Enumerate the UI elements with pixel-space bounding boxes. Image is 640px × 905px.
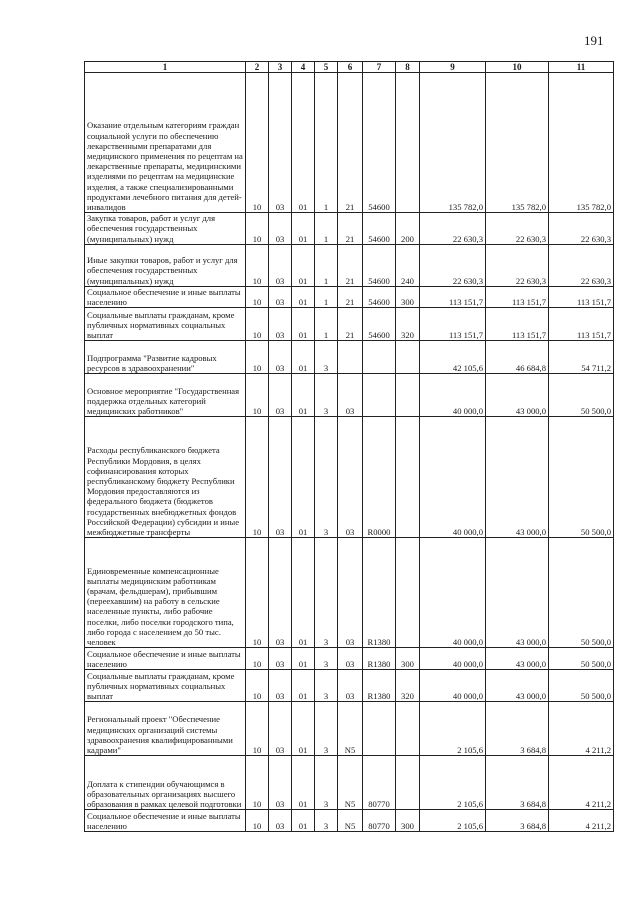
page-number: 191 (584, 33, 604, 48)
row-name: Расходы республиканского бюджета Республики Мордовия, в целях софинансирования которых республиканскому бюджету Республики Мордовия предоставляются из федерального бюджета (бюджетов государственных внебюджетных фондов Российской Федерации) субсидии и иные межбюджетные трансферты (85, 417, 246, 538)
cell-expense-type: 320 (396, 670, 420, 702)
cell-subprogram: 3 (315, 756, 338, 810)
cell-amount-3: 4 211,2 (549, 756, 614, 810)
cell-subsection: 03 (269, 213, 292, 245)
cell-program: 01 (292, 756, 315, 810)
cell-program: 01 (292, 702, 315, 756)
table-row (85, 341, 614, 374)
cell-expense-type: 300 (396, 286, 420, 307)
table-row (85, 756, 614, 810)
cell-activity: 03 (338, 538, 363, 648)
cell-subprogram: 3 (315, 417, 338, 538)
row-name: Единовременные компенсационные выплаты медицинским работникам (врачам, фельдшерам), прибывшим (переехавшим) на работу в сельские населенные пункты, либо рабочие поселки, либо поселки городского типа, либо города с населением до 50 тыс. человек (85, 538, 246, 648)
cell-amount-1: 42 105,6 (420, 341, 486, 374)
table-row (85, 244, 614, 286)
cell-direction: R1380 (363, 538, 396, 648)
table-row (85, 670, 614, 702)
cell-subprogram: 1 (315, 73, 338, 213)
row-name: Иные закупки товаров, работ и услуг для обеспечения государственных (муниципальных) нужд (85, 244, 246, 286)
cell-direction: 54600 (363, 73, 396, 213)
cell-amount-1: 22 630,3 (420, 213, 486, 245)
cell-expense-type (396, 756, 420, 810)
cell-subprogram: 3 (315, 374, 338, 417)
cell-expense-type (396, 374, 420, 417)
cell-activity: 21 (338, 286, 363, 307)
cell-section: 10 (246, 213, 269, 245)
row-name: Социальное обеспечение и иные выплаты населению (85, 648, 246, 670)
cell-activity (338, 341, 363, 374)
cell-direction: 54600 (363, 213, 396, 245)
cell-expense-type: 200 (396, 213, 420, 245)
cell-amount-3: 50 500,0 (549, 538, 614, 648)
cell-amount-2: 22 630,3 (486, 213, 549, 245)
cell-subprogram: 3 (315, 670, 338, 702)
column-header: 7 (363, 62, 396, 73)
cell-subsection: 03 (269, 648, 292, 670)
cell-expense-type: 240 (396, 244, 420, 286)
cell-program: 01 (292, 341, 315, 374)
cell-expense-type (396, 417, 420, 538)
table-row (85, 648, 614, 670)
cell-activity: 21 (338, 213, 363, 245)
cell-expense-type: 300 (396, 648, 420, 670)
table-row (85, 213, 614, 245)
cell-amount-3: 50 500,0 (549, 670, 614, 702)
cell-expense-type: 300 (396, 810, 420, 832)
table-row (85, 702, 614, 756)
column-header: 5 (315, 62, 338, 73)
cell-amount-3: 22 630,3 (549, 213, 614, 245)
row-name: Социальное обеспечение и иные выплаты населению (85, 286, 246, 307)
cell-subsection: 03 (269, 374, 292, 417)
cell-subprogram: 1 (315, 286, 338, 307)
cell-subprogram: 3 (315, 648, 338, 670)
cell-amount-2: 43 000,0 (486, 374, 549, 417)
cell-amount-3: 22 630,3 (549, 244, 614, 286)
cell-amount-2: 113 151,7 (486, 308, 549, 341)
cell-amount-3: 113 151,7 (549, 308, 614, 341)
cell-activity: N5 (338, 756, 363, 810)
cell-subprogram: 3 (315, 702, 338, 756)
table-row (85, 73, 614, 213)
cell-subprogram: 3 (315, 810, 338, 832)
row-name: Основное мероприятие "Государственная поддержка отдельных категорий медицинских работников" (85, 374, 246, 417)
cell-subprogram: 1 (315, 308, 338, 341)
cell-section: 10 (246, 670, 269, 702)
cell-amount-2: 43 000,0 (486, 538, 549, 648)
cell-section: 10 (246, 648, 269, 670)
cell-subsection: 03 (269, 244, 292, 286)
row-name: Доплата к стипендии обучающимся в образовательных организациях высшего образования в рамках целевой подготовки (85, 756, 246, 810)
cell-program: 01 (292, 648, 315, 670)
cell-section: 10 (246, 308, 269, 341)
table-row (85, 286, 614, 307)
cell-amount-3: 135 782,0 (549, 73, 614, 213)
cell-activity: 21 (338, 73, 363, 213)
cell-subprogram: 3 (315, 538, 338, 648)
cell-amount-1: 2 105,6 (420, 810, 486, 832)
cell-amount-3: 50 500,0 (549, 648, 614, 670)
row-name: Закупка товаров, работ и услуг для обеспечения государственных (муниципальных) нужд (85, 213, 246, 245)
cell-amount-1: 2 105,6 (420, 756, 486, 810)
cell-amount-3: 4 211,2 (549, 702, 614, 756)
column-header: 8 (396, 62, 420, 73)
row-name: Социальные выплаты гражданам, кроме публичных нормативных социальных выплат (85, 670, 246, 702)
cell-direction: R0000 (363, 417, 396, 538)
cell-direction: 54600 (363, 308, 396, 341)
cell-section: 10 (246, 417, 269, 538)
column-header: 2 (246, 62, 269, 73)
cell-activity: 21 (338, 308, 363, 341)
cell-section: 10 (246, 73, 269, 213)
cell-amount-1: 40 000,0 (420, 648, 486, 670)
table-row (85, 810, 614, 832)
cell-program: 01 (292, 810, 315, 832)
cell-amount-1: 113 151,7 (420, 286, 486, 307)
table-row (85, 308, 614, 341)
cell-amount-2: 113 151,7 (486, 286, 549, 307)
cell-program: 01 (292, 244, 315, 286)
cell-subsection: 03 (269, 702, 292, 756)
cell-amount-1: 40 000,0 (420, 374, 486, 417)
cell-section: 10 (246, 538, 269, 648)
cell-direction: R1380 (363, 648, 396, 670)
cell-subsection: 03 (269, 341, 292, 374)
cell-amount-2: 43 000,0 (486, 417, 549, 538)
cell-program: 01 (292, 73, 315, 213)
cell-program: 01 (292, 286, 315, 307)
cell-subsection: 03 (269, 756, 292, 810)
cell-subsection: 03 (269, 670, 292, 702)
cell-subsection: 03 (269, 73, 292, 213)
table-row (85, 374, 614, 417)
table-header-row (85, 62, 614, 73)
row-name: Подпрограмма "Развитие кадровых ресурсов в здравоохранении" (85, 341, 246, 374)
cell-section: 10 (246, 286, 269, 307)
cell-subprogram: 1 (315, 244, 338, 286)
row-name: Социальные выплаты гражданам, кроме публичных нормативных социальных выплат (85, 308, 246, 341)
cell-amount-1: 22 630,3 (420, 244, 486, 286)
cell-expense-type (396, 702, 420, 756)
row-name: Социальное обеспечение и иные выплаты населению (85, 810, 246, 832)
cell-amount-1: 135 782,0 (420, 73, 486, 213)
cell-activity: 03 (338, 648, 363, 670)
cell-amount-2: 3 684,8 (486, 810, 549, 832)
cell-activity: 03 (338, 374, 363, 417)
column-header: 1 (85, 62, 246, 73)
cell-subprogram: 3 (315, 341, 338, 374)
cell-activity: 03 (338, 670, 363, 702)
cell-direction: 54600 (363, 244, 396, 286)
cell-direction: 80770 (363, 810, 396, 832)
column-header: 4 (292, 62, 315, 73)
cell-direction: 80770 (363, 756, 396, 810)
table-row (85, 538, 614, 648)
cell-subsection: 03 (269, 417, 292, 538)
cell-subsection: 03 (269, 286, 292, 307)
cell-amount-3: 54 711,2 (549, 341, 614, 374)
cell-amount-2: 3 684,8 (486, 756, 549, 810)
cell-amount-1: 40 000,0 (420, 538, 486, 648)
cell-amount-2: 43 000,0 (486, 648, 549, 670)
cell-amount-3: 50 500,0 (549, 374, 614, 417)
cell-expense-type (396, 538, 420, 648)
cell-direction: 54600 (363, 286, 396, 307)
cell-subsection: 03 (269, 538, 292, 648)
cell-amount-1: 40 000,0 (420, 417, 486, 538)
cell-expense-type: 320 (396, 308, 420, 341)
cell-activity: 21 (338, 244, 363, 286)
table-row (85, 417, 614, 538)
cell-amount-2: 43 000,0 (486, 670, 549, 702)
cell-subsection: 03 (269, 308, 292, 341)
cell-section: 10 (246, 341, 269, 374)
column-header: 3 (269, 62, 292, 73)
cell-program: 01 (292, 213, 315, 245)
cell-program: 01 (292, 538, 315, 648)
cell-expense-type (396, 73, 420, 213)
column-header: 9 (420, 62, 486, 73)
cell-program: 01 (292, 417, 315, 538)
cell-amount-1: 2 105,6 (420, 702, 486, 756)
cell-amount-2: 135 782,0 (486, 73, 549, 213)
row-name: Региональный проект "Обеспечение медицинских организаций системы здравоохранения квалифицированными кадрами" (85, 702, 246, 756)
row-name: Оказание отдельным категориям граждан социальной услуги по обеспечению лекарственными препаратами для медицинского применения по рецептам на лекарственные препараты, медицинскими изделиями по рецептам на медицинские изделия, а также специализированными продуктами лечебного питания для детей-инвалидов (85, 73, 246, 213)
cell-direction (363, 341, 396, 374)
column-header: 6 (338, 62, 363, 73)
cell-section: 10 (246, 244, 269, 286)
cell-expense-type (396, 341, 420, 374)
column-header: 11 (549, 62, 614, 73)
cell-program: 01 (292, 374, 315, 417)
cell-amount-3: 4 211,2 (549, 810, 614, 832)
cell-amount-3: 50 500,0 (549, 417, 614, 538)
cell-activity: 03 (338, 417, 363, 538)
cell-direction (363, 374, 396, 417)
cell-subprogram: 1 (315, 213, 338, 245)
cell-amount-1: 113 151,7 (420, 308, 486, 341)
cell-program: 01 (292, 670, 315, 702)
cell-section: 10 (246, 374, 269, 417)
budget-table (84, 61, 614, 832)
cell-section: 10 (246, 702, 269, 756)
cell-amount-2: 3 684,8 (486, 702, 549, 756)
column-header: 10 (486, 62, 549, 73)
cell-activity: N5 (338, 810, 363, 832)
cell-activity: N5 (338, 702, 363, 756)
cell-section: 10 (246, 810, 269, 832)
cell-section: 10 (246, 756, 269, 810)
cell-amount-2: 22 630,3 (486, 244, 549, 286)
cell-amount-3: 113 151,7 (549, 286, 614, 307)
cell-program: 01 (292, 308, 315, 341)
cell-amount-1: 40 000,0 (420, 670, 486, 702)
cell-direction: R1380 (363, 670, 396, 702)
cell-direction (363, 702, 396, 756)
cell-amount-2: 46 684,8 (486, 341, 549, 374)
cell-subsection: 03 (269, 810, 292, 832)
